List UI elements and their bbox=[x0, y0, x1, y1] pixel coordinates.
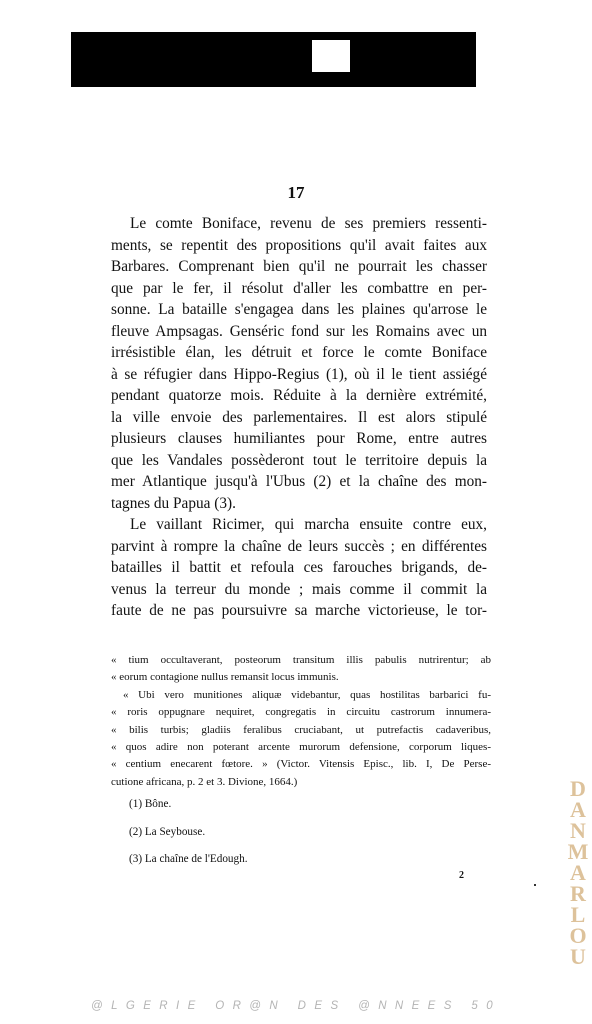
watermark-letter: D bbox=[570, 776, 586, 801]
quote-line: cutione africana, p. 2 et 3. Divione, 1664.) bbox=[111, 775, 298, 788]
footnote-1: (1) Bône. bbox=[129, 798, 172, 810]
watermark-letter: R bbox=[570, 881, 586, 906]
page-number: 17 bbox=[287, 183, 305, 202]
redaction-bar bbox=[71, 32, 476, 87]
signature-mark: 2 bbox=[459, 870, 464, 881]
quote-line: « tium occultaverant, posteorum transitum illis pabulis nutrirentur; ab bbox=[111, 654, 491, 666]
quote-line: « centium enecarent fœtore. » (Victor. Vitensis Episc., lib. I, De Perse- bbox=[111, 758, 491, 771]
paragraph-2 bbox=[111, 514, 487, 622]
text-line: ments, se repentit des propositions qu'il avait faites aux bbox=[111, 236, 487, 254]
text-line: irrésistible élan, les détruit et force le comte Boniface bbox=[111, 344, 487, 361]
body-text bbox=[111, 213, 487, 622]
text-line: faute de ne pas poursuivre sa marche victorieuse, le tor- bbox=[111, 602, 487, 619]
quote-line: « roris oppugnare nequiret, congregatis in circuitu castrorum innumera- bbox=[111, 706, 491, 719]
latin-quote-footnote bbox=[111, 652, 491, 791]
footnote-2: (2) La Seybouse. bbox=[129, 826, 206, 838]
text-line: venus la terreur du monde ; mais comme il commit la bbox=[111, 580, 487, 598]
text-line: sonne. La bataille s'engagea dans les plaines qu'arrose le bbox=[111, 301, 487, 318]
quote-line: « bilis turbis; gladiis feralibus cruciabant, ut putrefactis cadaveribus, bbox=[111, 723, 491, 736]
text-line: mer Atlantique jusqu'à l'Ubus (2) et la chaîne des mon- bbox=[111, 473, 487, 490]
text-line: Barbares. Comprenant bien qu'il ne pourrait les chasser bbox=[111, 258, 487, 275]
text-line: Le vaillant Ricimer, qui marcha ensuite contre eux, bbox=[130, 516, 487, 533]
quote-line: « quos adire non poterant arcente murorum defensione, corporum liques- bbox=[111, 741, 491, 754]
bottom-watermark: @LGERIE OR@N DES @NNEES 50 bbox=[91, 1000, 501, 1012]
text-line: fleuve Ampsagas. Genséric fond sur les Romains avec un bbox=[111, 322, 487, 340]
watermark-letter: A bbox=[570, 860, 586, 885]
text-line: parvint à rompre la chaîne de leurs succès ; en différentes bbox=[111, 537, 487, 555]
watermark-letter: N bbox=[570, 818, 586, 843]
text-line: que par le fer, il résolut d'aller les combattre en per- bbox=[111, 279, 487, 297]
quote-line: « Ubi vero munitiones aliquæ videbantur, quas hostilitas barbarici fu- bbox=[123, 688, 491, 701]
watermark-letter: O bbox=[569, 923, 587, 948]
text-line: batailles il battit et refoula ces farouches brigands, de- bbox=[111, 559, 487, 576]
watermark-letter: M bbox=[567, 839, 589, 864]
text-line: pendant quatorze mois. Réduite à la dernière extrémité, bbox=[111, 387, 487, 404]
text-line: à se réfugier dans Hippo-Regius (1), où il le tient assiégé bbox=[111, 365, 487, 383]
text-line: tagnes du Papua (3). bbox=[111, 494, 236, 512]
watermark-letter: L bbox=[570, 902, 586, 927]
quote-line: « eorum contagione nullus remansit locus immunis. bbox=[111, 671, 339, 684]
watermark-letter: U bbox=[570, 944, 586, 969]
paragraph-1 bbox=[111, 213, 487, 514]
redaction-gap bbox=[312, 40, 350, 72]
text-line: plusieurs clauses humiliantes pour Rome, entre autres bbox=[111, 430, 487, 447]
side-watermark bbox=[564, 778, 592, 990]
text-line: Le comte Boniface, revenu de ses premiers ressenti- bbox=[130, 215, 487, 232]
footnote-3: (3) La chaîne de l'Edough. bbox=[129, 853, 248, 865]
text-line: que les Vandales possèderont tout le territoire depuis la bbox=[111, 451, 487, 469]
ink-speck bbox=[534, 884, 536, 886]
watermark-letter: A bbox=[570, 797, 586, 822]
text-line: la ville envoie des parlementaires. Il est alors stipulé bbox=[111, 408, 487, 426]
